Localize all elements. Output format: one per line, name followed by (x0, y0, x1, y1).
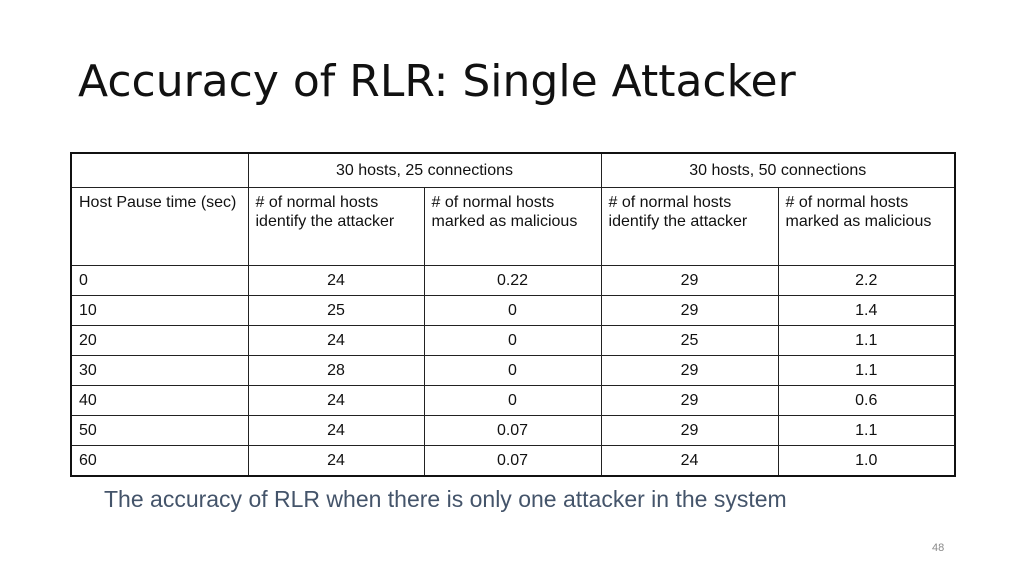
group-header-50-connections: 30 hosts, 50 connections (601, 153, 955, 188)
table-row (71, 266, 955, 296)
table-cell: 0.07 (424, 446, 601, 477)
table-cell: 0.6 (778, 386, 955, 416)
table-cell: 24 (601, 446, 778, 477)
table-cell: 10 (71, 296, 248, 326)
table-row (71, 326, 955, 356)
group-header-empty (71, 153, 248, 188)
results-table (70, 152, 956, 477)
table-row (71, 356, 955, 386)
table-cell: 29 (601, 356, 778, 386)
table-cell: 24 (248, 446, 424, 477)
sub-header-row (71, 188, 955, 266)
table-cell: 0 (424, 356, 601, 386)
table-row (71, 416, 955, 446)
table-cell: 40 (71, 386, 248, 416)
table-cell: 1.1 (778, 356, 955, 386)
column-header: # of normal hosts marked as malicious (424, 188, 601, 266)
table-cell: 24 (248, 266, 424, 296)
table-cell: 30 (71, 356, 248, 386)
table-cell: 1.1 (778, 326, 955, 356)
slide-title: Accuracy of RLR: Single Attacker (78, 56, 796, 107)
table-caption: The accuracy of RLR when there is only one attacker in the system (104, 486, 787, 512)
table-cell: 1.1 (778, 416, 955, 446)
table-cell: 60 (71, 446, 248, 477)
table-cell: 0.07 (424, 416, 601, 446)
group-header-row (71, 153, 955, 188)
group-header-25-connections: 30 hosts, 25 connections (248, 153, 601, 188)
table-cell: 29 (601, 266, 778, 296)
table-cell: 0 (424, 326, 601, 356)
table-cell: 20 (71, 326, 248, 356)
column-header: # of normal hosts marked as malicious (778, 188, 955, 266)
table-cell: 28 (248, 356, 424, 386)
table-cell: 0 (424, 386, 601, 416)
column-header: # of normal hosts identify the attacker (601, 188, 778, 266)
table-cell: 24 (248, 326, 424, 356)
table-cell: 50 (71, 416, 248, 446)
table-cell: 0 (424, 296, 601, 326)
table-cell: 0 (71, 266, 248, 296)
table-row (71, 296, 955, 326)
column-header: # of normal hosts identify the attacker (248, 188, 424, 266)
table-cell: 1.4 (778, 296, 955, 326)
table-row (71, 386, 955, 416)
table-cell: 25 (248, 296, 424, 326)
table-row (71, 446, 955, 477)
table-cell: 29 (601, 296, 778, 326)
page-number: 48 (932, 542, 945, 554)
column-header: Host Pause time (sec) (71, 188, 248, 266)
table-cell: 1.0 (778, 446, 955, 477)
table-cell: 25 (601, 326, 778, 356)
table-cell: 2.2 (778, 266, 955, 296)
table-cell: 29 (601, 386, 778, 416)
table-cell: 29 (601, 416, 778, 446)
table-cell: 24 (248, 416, 424, 446)
table-cell: 24 (248, 386, 424, 416)
table-cell: 0.22 (424, 266, 601, 296)
